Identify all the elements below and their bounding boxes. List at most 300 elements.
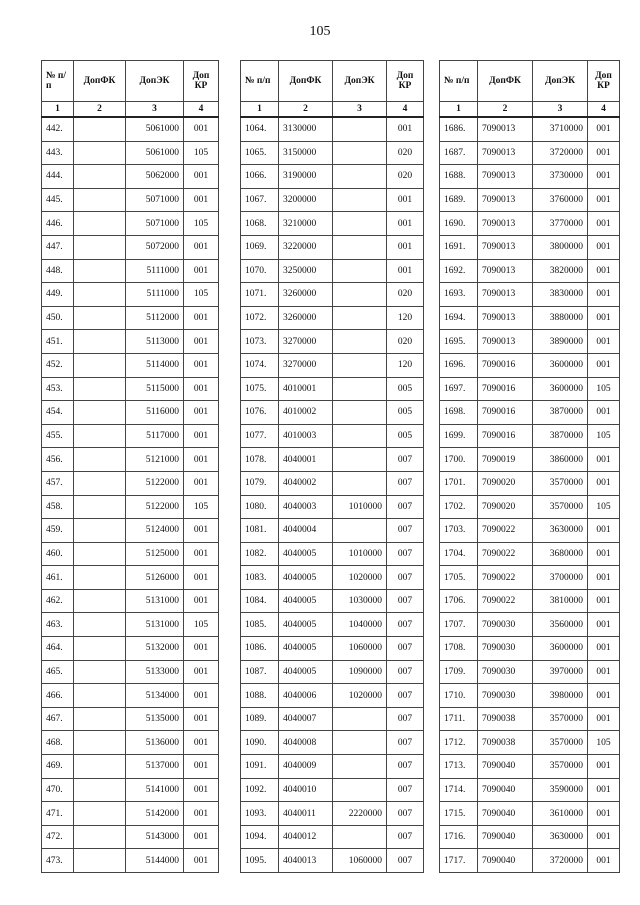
table-row xyxy=(440,495,620,519)
column-header: Доп КР xyxy=(588,61,620,102)
table-cell: 1073. xyxy=(241,330,279,354)
table-row xyxy=(440,802,620,826)
table-cell xyxy=(333,353,387,377)
table-cell: 001 xyxy=(588,117,620,141)
table-row xyxy=(42,259,219,283)
table-cell: 001 xyxy=(588,235,620,259)
table-row xyxy=(42,778,219,802)
column-number: 1 xyxy=(440,102,478,118)
table-cell: 1696. xyxy=(440,353,478,377)
table-row xyxy=(42,731,219,755)
table-row xyxy=(241,660,424,684)
table-cell xyxy=(74,283,126,307)
table-cell: 001 xyxy=(588,684,620,708)
table-cell: 7090038 xyxy=(478,731,533,755)
table-row xyxy=(440,542,620,566)
table-cell: 001 xyxy=(184,424,219,448)
table-row xyxy=(241,566,424,590)
table-row xyxy=(440,188,620,212)
table-cell: 3630000 xyxy=(533,519,588,543)
table-cell: 105 xyxy=(588,377,620,401)
table-cell: 458. xyxy=(42,495,74,519)
table-cell: 7090019 xyxy=(478,448,533,472)
table-cell: 007 xyxy=(387,802,424,826)
table-cell: 3730000 xyxy=(533,165,588,189)
table-cell: 4040006 xyxy=(279,684,333,708)
table-row xyxy=(241,330,424,354)
table-row xyxy=(241,117,424,141)
table-cell: 1701. xyxy=(440,471,478,495)
table-cell: 105 xyxy=(184,212,219,236)
column-header: ДопФК xyxy=(74,61,126,102)
table-row xyxy=(241,377,424,401)
table-cell: 005 xyxy=(387,424,424,448)
table-cell: 7090013 xyxy=(478,259,533,283)
column-header: № п/п xyxy=(241,61,279,102)
table-row xyxy=(241,519,424,543)
table-row xyxy=(42,471,219,495)
table-cell xyxy=(333,235,387,259)
table-cell: 3680000 xyxy=(533,542,588,566)
table-cell: 4040010 xyxy=(279,778,333,802)
table-cell: 001 xyxy=(184,755,219,779)
table-cell: 001 xyxy=(184,731,219,755)
table-cell: 1689. xyxy=(440,188,478,212)
table-cell xyxy=(74,117,126,141)
table-cell: 1089. xyxy=(241,707,279,731)
table-cell: 001 xyxy=(588,212,620,236)
table-cell: 007 xyxy=(387,471,424,495)
table-cell: 1040000 xyxy=(333,613,387,637)
table-right xyxy=(439,60,620,873)
table-cell: 454. xyxy=(42,401,74,425)
table-cell: 472. xyxy=(42,825,74,849)
table-cell: 466. xyxy=(42,684,74,708)
table-cell xyxy=(74,660,126,684)
table-cell: 5122000 xyxy=(126,471,184,495)
column-header: ДопЭК xyxy=(126,61,184,102)
table-cell xyxy=(333,778,387,802)
table-cell xyxy=(333,188,387,212)
table-row xyxy=(42,377,219,401)
table-cell xyxy=(74,330,126,354)
table-cell: 001 xyxy=(184,707,219,731)
table-cell: 7090016 xyxy=(478,353,533,377)
table-cell: 1060000 xyxy=(333,849,387,873)
table-cell: 465. xyxy=(42,660,74,684)
table-cell: 001 xyxy=(588,613,620,637)
table-cell: 001 xyxy=(184,802,219,826)
table-cell: 5126000 xyxy=(126,566,184,590)
table-cell: 3800000 xyxy=(533,235,588,259)
table-cell: 7090020 xyxy=(478,471,533,495)
table-row xyxy=(42,448,219,472)
table-row xyxy=(440,353,620,377)
table-cell: 1077. xyxy=(241,424,279,448)
column-number: 2 xyxy=(279,102,333,118)
table-cell: 1082. xyxy=(241,542,279,566)
table-cell: 001 xyxy=(184,235,219,259)
table-cell: 007 xyxy=(387,448,424,472)
table-cell: 3610000 xyxy=(533,802,588,826)
table-row xyxy=(440,519,620,543)
column-header: № п/п xyxy=(440,61,478,102)
table-cell: 7090040 xyxy=(478,755,533,779)
table-cell: 1704. xyxy=(440,542,478,566)
table-cell: 4010003 xyxy=(279,424,333,448)
table-cell: 4040005 xyxy=(279,589,333,613)
table-cell: 007 xyxy=(387,778,424,802)
header-row xyxy=(241,61,424,102)
table-cell: 7090030 xyxy=(478,660,533,684)
table-cell xyxy=(333,448,387,472)
table-cell: 001 xyxy=(184,849,219,873)
table-cell: 3220000 xyxy=(279,235,333,259)
table-cell: 105 xyxy=(184,283,219,307)
table-cell: 1690. xyxy=(440,212,478,236)
table-row xyxy=(42,495,219,519)
table-cell: 105 xyxy=(184,613,219,637)
table-cell xyxy=(74,259,126,283)
table-row xyxy=(42,117,219,141)
table-cell: 1090000 xyxy=(333,660,387,684)
table-cell: 468. xyxy=(42,731,74,755)
table-cell: 001 xyxy=(184,306,219,330)
table-cell xyxy=(333,825,387,849)
table-cell: 7090013 xyxy=(478,188,533,212)
table-row xyxy=(42,235,219,259)
table-cell: 5142000 xyxy=(126,802,184,826)
table-row xyxy=(241,778,424,802)
table-row xyxy=(440,165,620,189)
table-row xyxy=(440,259,620,283)
table-cell: 001 xyxy=(184,188,219,212)
table-row xyxy=(241,424,424,448)
table-row xyxy=(241,589,424,613)
table-row xyxy=(440,660,620,684)
table-cell: 7090016 xyxy=(478,401,533,425)
table-cell: 001 xyxy=(184,778,219,802)
table-cell: 1075. xyxy=(241,377,279,401)
table-cell: 1688. xyxy=(440,165,478,189)
table-row xyxy=(241,165,424,189)
table-cell: 1092. xyxy=(241,778,279,802)
table-cell: 450. xyxy=(42,306,74,330)
table-cell: 4040005 xyxy=(279,566,333,590)
table-cell: 001 xyxy=(184,259,219,283)
table-row xyxy=(440,566,620,590)
table-row xyxy=(241,849,424,873)
table-cell: 1705. xyxy=(440,566,478,590)
table-cell: 3130000 xyxy=(279,117,333,141)
table-row xyxy=(241,448,424,472)
table-cell: 1708. xyxy=(440,637,478,661)
table-cell: 3890000 xyxy=(533,330,588,354)
header-row xyxy=(440,61,620,102)
table-cell: 445. xyxy=(42,188,74,212)
table-cell: 5117000 xyxy=(126,424,184,448)
table-cell: 7090040 xyxy=(478,825,533,849)
table-cell xyxy=(74,542,126,566)
table-cell xyxy=(74,188,126,212)
table-row xyxy=(241,353,424,377)
table-cell: 001 xyxy=(184,542,219,566)
table-cell: 105 xyxy=(588,731,620,755)
table-cell: 001 xyxy=(184,471,219,495)
table-row xyxy=(440,825,620,849)
table-cell xyxy=(333,330,387,354)
table-row xyxy=(42,283,219,307)
table-cell xyxy=(333,283,387,307)
table-row xyxy=(42,542,219,566)
table-cell: 467. xyxy=(42,707,74,731)
column-number-row xyxy=(42,102,219,118)
table-cell: 1090. xyxy=(241,731,279,755)
table-row xyxy=(440,778,620,802)
table-cell: 5125000 xyxy=(126,542,184,566)
table-cell: 1703. xyxy=(440,519,478,543)
table-row xyxy=(241,212,424,236)
table-cell: 5136000 xyxy=(126,731,184,755)
table-cell: 3870000 xyxy=(533,424,588,448)
table-cell: 7090040 xyxy=(478,778,533,802)
table-cell: 7090013 xyxy=(478,141,533,165)
table-cell: 1693. xyxy=(440,283,478,307)
table-cell: 457. xyxy=(42,471,74,495)
table-cell: 5121000 xyxy=(126,448,184,472)
table-cell: 1069. xyxy=(241,235,279,259)
table-row xyxy=(42,589,219,613)
table-cell: 001 xyxy=(588,141,620,165)
table-cell: 5062000 xyxy=(126,165,184,189)
table-cell xyxy=(74,613,126,637)
table-cell: 1070. xyxy=(241,259,279,283)
table-cell: 001 xyxy=(588,165,620,189)
table-cell xyxy=(74,353,126,377)
table-cell: 3810000 xyxy=(533,589,588,613)
table-row xyxy=(440,471,620,495)
table-cell xyxy=(74,849,126,873)
table-cell: 001 xyxy=(588,778,620,802)
table-cell: 7090040 xyxy=(478,802,533,826)
table-cell: 3600000 xyxy=(533,377,588,401)
column-number: 1 xyxy=(42,102,74,118)
table-cell: 7090016 xyxy=(478,424,533,448)
table-cell: 007 xyxy=(387,613,424,637)
table-row xyxy=(42,637,219,661)
table-row xyxy=(42,519,219,543)
table-row xyxy=(42,825,219,849)
table-row xyxy=(241,802,424,826)
table-cell: 001 xyxy=(387,117,424,141)
table-cell: 001 xyxy=(184,825,219,849)
table-cell: 1094. xyxy=(241,825,279,849)
table-cell: 105 xyxy=(184,141,219,165)
table-row xyxy=(42,566,219,590)
table-row xyxy=(440,613,620,637)
table-cell: 1712. xyxy=(440,731,478,755)
table-cell: 5137000 xyxy=(126,755,184,779)
table-cell: 1085. xyxy=(241,613,279,637)
table-cell: 3770000 xyxy=(533,212,588,236)
table-cell: 5132000 xyxy=(126,637,184,661)
column-number: 2 xyxy=(74,102,126,118)
table-cell: 1686. xyxy=(440,117,478,141)
table-cell: 448. xyxy=(42,259,74,283)
table-cell: 1020000 xyxy=(333,566,387,590)
table-cell xyxy=(74,802,126,826)
table-cell: 3570000 xyxy=(533,495,588,519)
table-cell: 5114000 xyxy=(126,353,184,377)
column-number: 2 xyxy=(478,102,533,118)
table-cell xyxy=(74,755,126,779)
table-cell: 4040013 xyxy=(279,849,333,873)
table-cell xyxy=(333,141,387,165)
table-cell: 1086. xyxy=(241,637,279,661)
table-row xyxy=(440,448,620,472)
table-cell: 5116000 xyxy=(126,401,184,425)
table-row xyxy=(241,495,424,519)
table-cell: 020 xyxy=(387,165,424,189)
table-cell: 001 xyxy=(588,330,620,354)
table-cell: 001 xyxy=(588,448,620,472)
column-header: ДопЭК xyxy=(533,61,588,102)
table-cell xyxy=(333,165,387,189)
table-cell: 001 xyxy=(588,188,620,212)
table-cell: 001 xyxy=(184,660,219,684)
column-number: 3 xyxy=(333,102,387,118)
table-cell: 3820000 xyxy=(533,259,588,283)
table-cell: 453. xyxy=(42,377,74,401)
table-cell: 1020000 xyxy=(333,684,387,708)
table-cell: 5131000 xyxy=(126,589,184,613)
table-row xyxy=(241,755,424,779)
table-row xyxy=(440,849,620,873)
table-cell xyxy=(74,401,126,425)
table-cell: 1716. xyxy=(440,825,478,849)
table-cell: 3980000 xyxy=(533,684,588,708)
table-cell: 007 xyxy=(387,731,424,755)
table-cell: 1083. xyxy=(241,566,279,590)
table-cell: 3700000 xyxy=(533,566,588,590)
table-cell: 007 xyxy=(387,542,424,566)
column-header: ДопФК xyxy=(478,61,533,102)
table-row xyxy=(241,637,424,661)
column-number: 4 xyxy=(387,102,424,118)
table-cell xyxy=(74,637,126,661)
table-cell: 451. xyxy=(42,330,74,354)
table-cell: 7090013 xyxy=(478,235,533,259)
table-cell: 1717. xyxy=(440,849,478,873)
table-row xyxy=(42,684,219,708)
table-cell: 1694. xyxy=(440,306,478,330)
table-cell: 462. xyxy=(42,589,74,613)
table-middle xyxy=(240,60,424,873)
table-cell: 5122000 xyxy=(126,495,184,519)
table-cell: 4040004 xyxy=(279,519,333,543)
table-cell: 001 xyxy=(184,377,219,401)
table-cell: 7090013 xyxy=(478,165,533,189)
table-cell: 463. xyxy=(42,613,74,637)
table-row xyxy=(440,684,620,708)
table-cell: 7090020 xyxy=(478,495,533,519)
table-cell xyxy=(333,212,387,236)
table-cell: 5144000 xyxy=(126,849,184,873)
table-cell: 001 xyxy=(588,755,620,779)
table-cell: 442. xyxy=(42,117,74,141)
table-cell: 3250000 xyxy=(279,259,333,283)
table-cell: 001 xyxy=(184,448,219,472)
table-cell: 001 xyxy=(387,235,424,259)
table-cell: 5061000 xyxy=(126,117,184,141)
table-cell: 446. xyxy=(42,212,74,236)
table-cell: 020 xyxy=(387,141,424,165)
table-cell: 001 xyxy=(387,259,424,283)
table-cell: 5111000 xyxy=(126,259,184,283)
page-number: 105 xyxy=(309,24,331,39)
table-cell: 1711. xyxy=(440,707,478,731)
table-row xyxy=(440,755,620,779)
table-cell: 001 xyxy=(184,566,219,590)
table-cell: 3970000 xyxy=(533,660,588,684)
table-cell xyxy=(74,519,126,543)
table-cell: 1081. xyxy=(241,519,279,543)
table-cell: 5071000 xyxy=(126,188,184,212)
column-header: № п/п xyxy=(42,61,74,102)
table-cell: 459. xyxy=(42,519,74,543)
table-cell: 5112000 xyxy=(126,306,184,330)
table-row xyxy=(241,259,424,283)
table-row xyxy=(42,707,219,731)
table-cell: 007 xyxy=(387,637,424,661)
table-cell: 1030000 xyxy=(333,589,387,613)
table-row xyxy=(241,306,424,330)
table-cell xyxy=(333,707,387,731)
table-cell xyxy=(74,448,126,472)
table-cell: 1706. xyxy=(440,589,478,613)
table-cell: 1066. xyxy=(241,165,279,189)
table-cell xyxy=(333,471,387,495)
table-cell: 120 xyxy=(387,306,424,330)
table-cell: 449. xyxy=(42,283,74,307)
table-cell: 020 xyxy=(387,283,424,307)
table-cell: 3860000 xyxy=(533,448,588,472)
table-cell: 001 xyxy=(588,401,620,425)
table-cell: 7090030 xyxy=(478,637,533,661)
table-cell: 001 xyxy=(184,589,219,613)
table-cell: 007 xyxy=(387,660,424,684)
table-cell xyxy=(74,235,126,259)
table-row xyxy=(241,471,424,495)
table-cell: 001 xyxy=(588,542,620,566)
table-cell: 3830000 xyxy=(533,283,588,307)
table-cell xyxy=(333,424,387,448)
table-row xyxy=(42,755,219,779)
table-cell: 7090030 xyxy=(478,684,533,708)
table-cell: 4040005 xyxy=(279,660,333,684)
table-cell: 4040007 xyxy=(279,707,333,731)
table-cell: 7090013 xyxy=(478,330,533,354)
table-cell: 3260000 xyxy=(279,306,333,330)
table-cell: 443. xyxy=(42,141,74,165)
table-cell xyxy=(74,212,126,236)
table-row xyxy=(42,306,219,330)
table-cell: 5124000 xyxy=(126,519,184,543)
table-row xyxy=(440,401,620,425)
table-row xyxy=(241,825,424,849)
table-cell: 3600000 xyxy=(533,637,588,661)
table-row xyxy=(42,802,219,826)
